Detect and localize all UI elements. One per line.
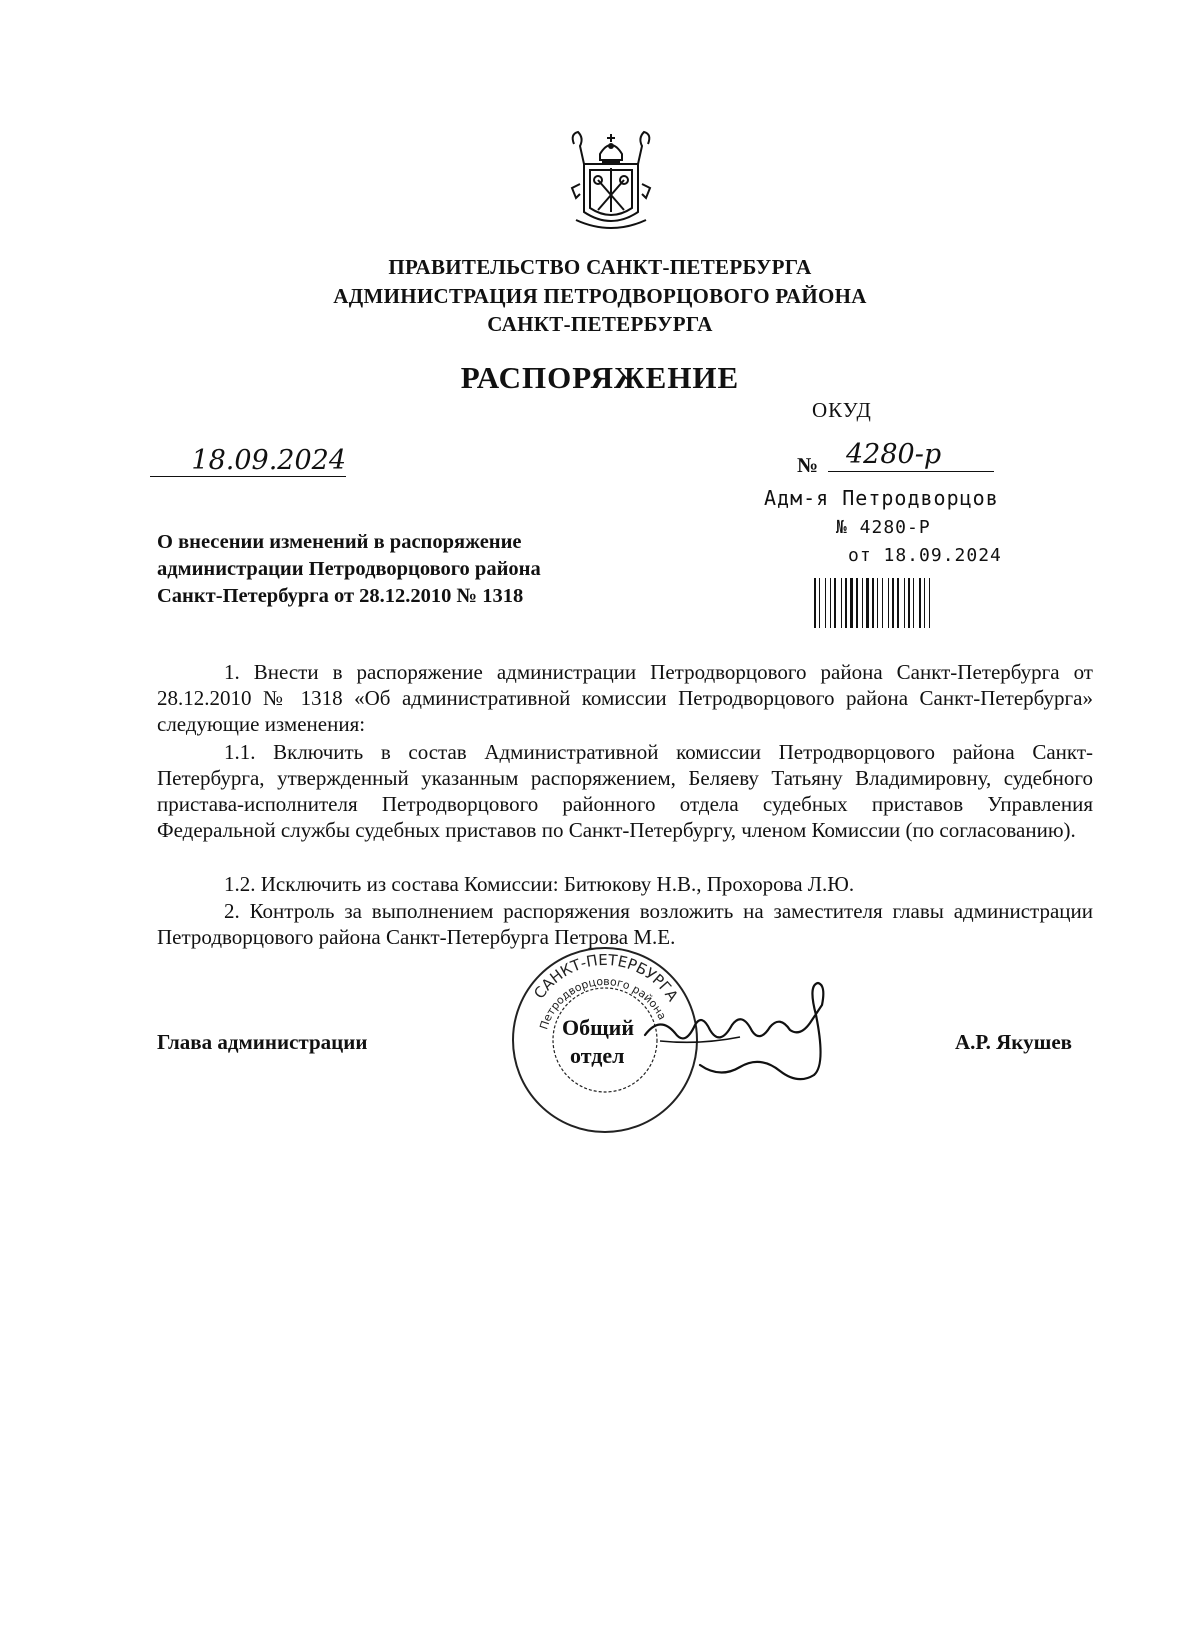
barcode-bar	[904, 578, 905, 628]
barcode-bar	[872, 578, 874, 628]
header-administration: АДМИНИСТРАЦИЯ ПЕТРОДВОРЦОВОГО РАЙОНА	[333, 284, 867, 308]
signatory-title: Глава администрации	[157, 1030, 368, 1054]
barcode-bar	[814, 578, 816, 628]
signatory-name: А.Р. Якушев	[955, 1030, 1072, 1054]
barcode-bar	[929, 578, 930, 628]
handwritten-date: 18.09.2024	[150, 446, 346, 477]
subject-line: О внесении изменений в распоряжение	[157, 531, 522, 553]
barcode-bar	[862, 578, 863, 628]
barcode-bar	[913, 578, 914, 628]
barcode-bar	[819, 578, 820, 628]
barcode-bar	[919, 578, 921, 628]
document-type-title: РАСПОРЯЖЕНИЕ	[460, 360, 740, 395]
barcode-bar	[908, 578, 910, 628]
paragraph-1: 1. Внести в распоряжение администрации Петродворцового района Санкт-Петербурга от 28.12.2010 № 1318 «Об административной комиссии Петродворцового района Санкт-Петербурга» следующие изменения:	[157, 660, 1093, 736]
barcode-bar	[830, 578, 831, 628]
barcode-bar	[866, 578, 869, 628]
barcode-bar	[850, 578, 853, 628]
barcode-bar	[856, 578, 858, 628]
paragraph-1-2: 1.2. Исключить из состава Комиссии: Битюкову Н.В., Прохорова Л.Ю.	[224, 872, 855, 896]
subject-line: Санкт-Петербурга от 28.12.2010 № 1318	[157, 585, 524, 607]
registration-org: Адм-я Петродворцов	[764, 486, 999, 510]
number-sign: №	[797, 453, 819, 477]
svg-text:Петродворцового района: Петродворцового района	[537, 974, 669, 1032]
coat-of-arms-emblem	[566, 124, 656, 234]
barcode-bar	[834, 578, 836, 628]
registration-number: № 4280-Р	[836, 517, 931, 538]
barcode-bar	[841, 578, 842, 628]
barcode-bar	[825, 578, 826, 628]
barcode-bar	[888, 578, 889, 628]
handwritten-number: 4280-р	[828, 438, 994, 472]
subject-line: администрации Петродворцового района	[157, 558, 541, 580]
handwritten-signature	[640, 975, 880, 1090]
paragraph-2: 2. Контроль за выполнением распоряжения возложить на заместителя главы администрации Петродворцового района Санкт-Петербурга Петрова М.Е.	[157, 899, 1093, 949]
barcode-bar	[882, 578, 883, 628]
barcode-bar	[892, 578, 894, 628]
okud-label: ОКУД	[812, 398, 872, 422]
barcode-bar	[924, 578, 925, 628]
barcode	[813, 578, 995, 628]
barcode-bar	[877, 578, 878, 628]
header-city: САНКТ-ПЕТЕРБУРГА	[487, 312, 713, 336]
svg-text:САНКТ-ПЕТЕРБУРГА: САНКТ-ПЕТЕРБУРГА	[530, 950, 682, 1005]
barcode-bar	[897, 578, 899, 628]
stamp-center-text: отдел	[570, 1043, 625, 1068]
barcode-bar	[845, 578, 847, 628]
header-government: ПРАВИТЕЛЬСТВО САНКТ-ПЕТЕРБУРГА	[388, 255, 812, 279]
stamp-center-text: Общий	[562, 1015, 635, 1040]
paragraph-1-1: 1.1. Включить в состав Административной комиссии Петродворцового района Санкт-Петербурга, утвержденный указанным распоряжением, Беляеву Татьяну Владимировну, судебного пристава-исполнителя Петродворцового районного отдела судебных приставов Управления Федеральной службы судебных приставов по Санкт-Петербургу, членом Комиссии (по согласованию).	[157, 740, 1093, 842]
registration-date: от 18.09.2024	[848, 545, 1002, 566]
document-subject	[157, 529, 627, 610]
